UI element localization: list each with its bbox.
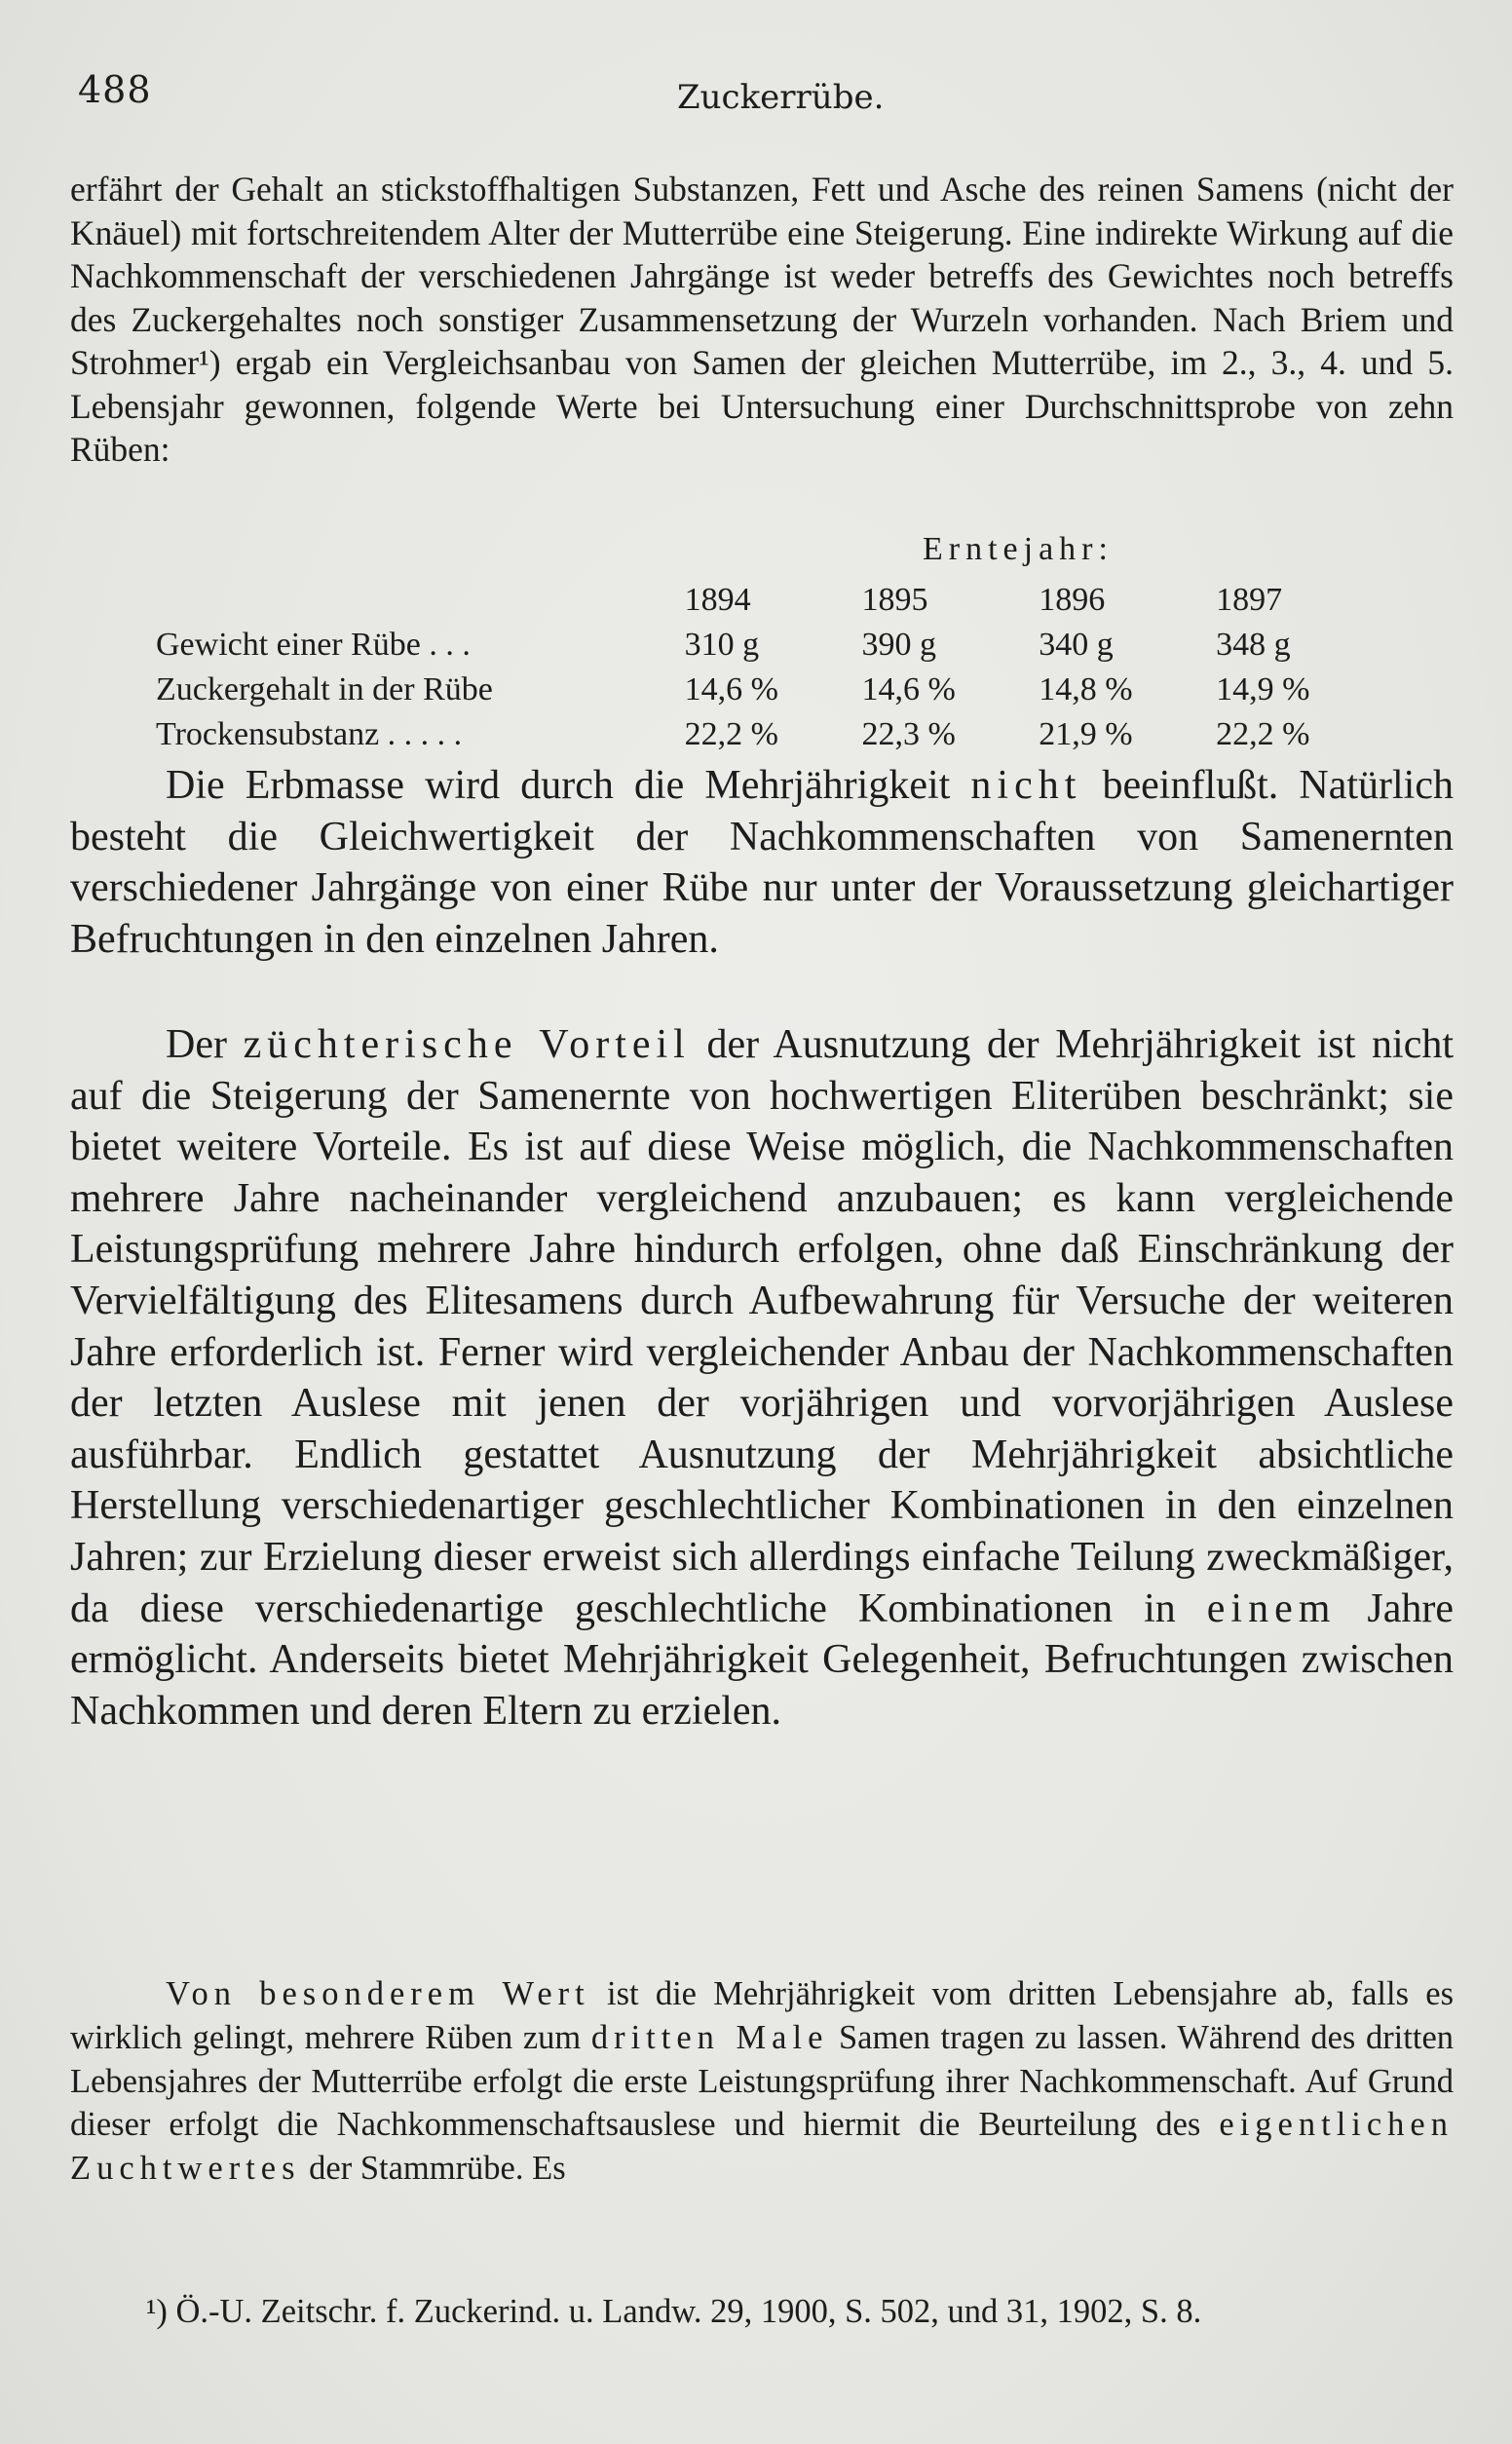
paragraph-intro: erfährt der Gehalt an stickstoffhaltigen Substanzen, Fett und Asche des reinen Samens (nicht der Knäuel) mit fortschreitendem Alter der Mutterrübe eine Steigerung. Eine indirekte Wirkung auf die Nachkommenschaft der verschiedenen Jahrgänge ist weder betreffs des Gewichtes noch betreffs des Zuckergehaltes noch sonstiger Zusammensetzung der Wurzeln vorhanden. Nach Briem und Strohmer¹) ergab ein Vergleichsanbau von Samen der gleichen Mutterrübe, im 2., 3., 4. und 5. Lebensjahr gewonnen, folgende Werte bei Untersuchung einer Durchschnittsprobe von zehn Rüben: xyxy=(70,170,1454,469)
table-cell: 14,9 % xyxy=(1216,671,1310,707)
year-header: 1894 xyxy=(684,582,751,618)
footnote xyxy=(49,2284,1454,2339)
footnote-text: Ö.-U. Zeitschr. f. Zuckerind. u. Landw. 29, 1900, S. 502, und 31, 1902, S. 8. xyxy=(175,2293,1202,2330)
running-title: Zuckerrübe. xyxy=(677,78,885,117)
year-header: 1895 xyxy=(861,582,928,618)
table-cell: 340 g xyxy=(1039,627,1114,663)
table-cell: 310 g xyxy=(684,627,760,663)
table-cell: 14,6 % xyxy=(684,671,778,707)
table-cell: 22,2 % xyxy=(1216,716,1310,752)
table-row xyxy=(156,712,1393,757)
paragraph-text: beeinflußt. Natürlich besteht die Gleichwertigkeit der Nachkommenschaften von Samenernten verschiedener Jahrgänge von einer Rübe nur unter der Voraussetzung gleichartiger Befruchtungen in den einzelnen Jahren. xyxy=(70,763,1454,962)
paragraph-text: Der xyxy=(166,1022,227,1067)
emphasis-text: dritten Male xyxy=(590,2018,829,2056)
paragraph-text: ist die Mehrjährigkeit vom dritten Lebensjahre ab, falls es wirklich gelingt, mehrere Rüben zum xyxy=(70,1975,1455,2056)
paragraph-third-year xyxy=(70,1972,1454,2191)
table-cell: 14,6 % xyxy=(861,671,956,707)
paragraph-text: der Ausnutzung der Mehrjährigkeit ist nicht auf die Steigerung der Samenernte von hochwertigen Eliterüben beschränkt; sie bietet weitere Vorteile. Es ist auf diese Weise möglich, die Nachkommenschaften mehrere Jahre nacheinander vergleichend anzubauen; es kann vergleichende Leistungsprüfung mehrere Jahre hindurch erfolgen, ohne daß Einschränkung der Vervielfältigung des Elitesamens durch Aufbewahrung für Versuche der weiteren Jahre erforderlich ist. Ferner wird vergleichender Anbau der Nachkommenschaften der letzten Auslese mit jenen der vorjährigen und vorvorjährigen Auslese ausführbar. Endlich gestattet Ausnutzung der Mehrjährigkeit absichtliche Herstellung verschiedenartiger geschlechtlicher Kombinationen in den einzelnen Jahren; zur Erzielung dieser erweist sich allerdings einfache Teilung zweckmäßiger, da diese verschiedenartige geschlechtliche Kombinationen in xyxy=(70,1022,1455,1631)
footnote-marker: ¹) xyxy=(146,2293,168,2330)
table-cell: 348 g xyxy=(1216,627,1291,663)
paragraph-text: Die Erbmasse wird durch die Mehrjährigkeit xyxy=(166,763,951,808)
row-label: Trockensubstanz . . . . . xyxy=(156,716,463,752)
table-caption: Erntejahr: xyxy=(923,531,1114,567)
table-row xyxy=(156,623,1393,668)
table-cell: 390 g xyxy=(861,627,936,663)
data-table xyxy=(156,578,1393,757)
table-header-row xyxy=(156,578,1393,623)
paragraph-text: Samen tragen zu lassen. Während des dritten Lebensjahres der Mutterrübe erfolgt die erste Leistungsprüfung ihrer Nachkommenschaft. Auf Grund dieser erfolgt die Nachkommenschaftsauslese und hiermit die Beurteilung des xyxy=(70,2018,1455,2144)
emphasis-text: nicht xyxy=(970,763,1082,808)
year-header: 1896 xyxy=(1039,582,1106,618)
paragraph-breeding-advantage xyxy=(70,1019,1454,1737)
table-cell: 14,8 % xyxy=(1039,671,1133,707)
paragraph-text: der Stammrübe. Es xyxy=(309,2150,566,2188)
table-cell: 22,3 % xyxy=(861,716,956,752)
paragraph-text: Jahre ermöglicht. Anderseits bietet Mehrjährigkeit Gelegenheit, Befruchtungen zwischen Nachkommen und deren Eltern zu erzielen. xyxy=(70,1585,1455,1734)
year-header: 1897 xyxy=(1216,582,1283,618)
emphasis-text: eigentlichen Zuchtwertes xyxy=(70,2106,1454,2188)
row-label: Gewicht einer Rübe . . . xyxy=(156,627,471,663)
table-cell: 21,9 % xyxy=(1039,716,1133,752)
emphasis-text: einem xyxy=(1206,1585,1337,1631)
table-row xyxy=(156,668,1393,712)
table-cell: 22,2 % xyxy=(684,716,778,752)
emphasis-text: Von besonderem Wert xyxy=(166,1975,590,2012)
table-header-blank xyxy=(156,578,685,623)
paragraph-inheritance xyxy=(70,760,1454,965)
row-label: Zuckergehalt in der Rübe xyxy=(156,671,493,707)
page-number: 488 xyxy=(78,68,152,111)
page-header xyxy=(78,68,1461,127)
emphasis-text: züchterische Vorteil xyxy=(243,1022,691,1067)
